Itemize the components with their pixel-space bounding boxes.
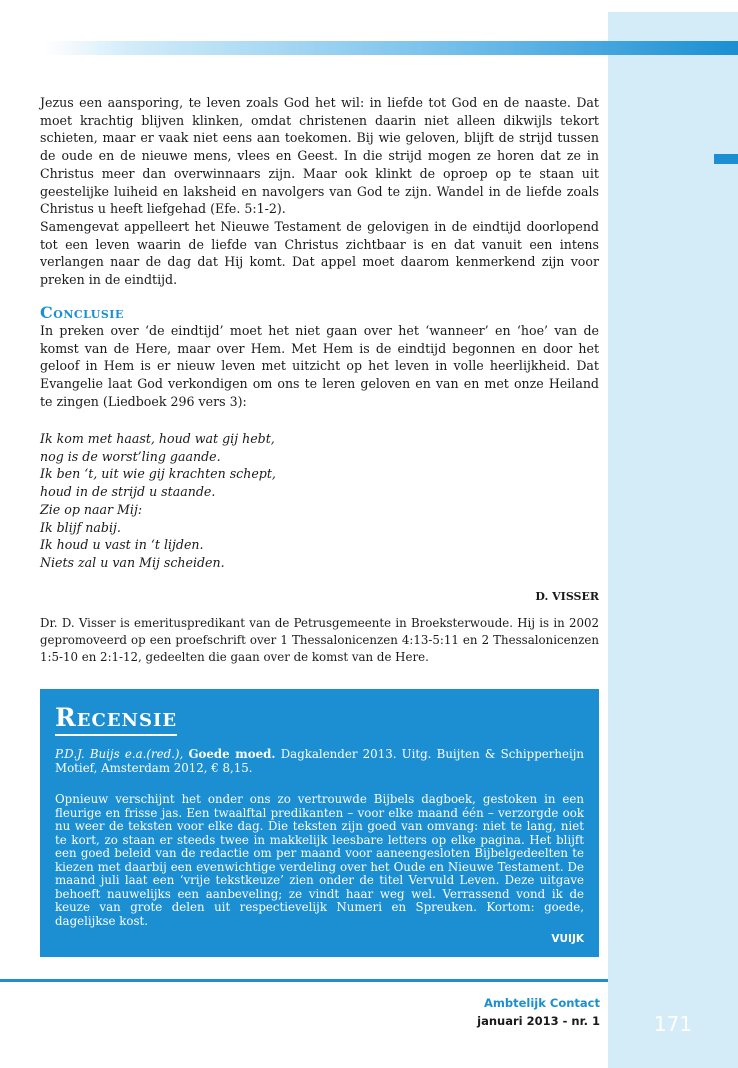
page-number: 171 bbox=[653, 1012, 693, 1036]
review-box bbox=[40, 689, 599, 957]
review-title: Recensie bbox=[55, 703, 177, 736]
article-paragraph: Jezus een aansporing, te leven zoals God het wil: in liefde tot God en de naaste. Dat moet krachtig blijven klinken, omdat christenen daarin niet alleen dikwijls tekort schieten, maar er vaak niet eens aan toekomen. Bij wie geloven, blijft de strijd tussen de oude en de nieuwe mens, vlees en Geest. In die strijd mogen ze horen dat ze in Christus meer dan overwinnaars zijn. Maar ook klinkt de oproep op te staan uit geestelijke luiheid en laksheid en navolgers van God te zijn. Wandel in de liefde zoals Christus u heeft liefgehad (Efe. 5:1-2). bbox=[40, 95, 599, 217]
review-ref-title: Goede moed. bbox=[188, 747, 276, 761]
review-ref-details: Dagkalender 2013. Uitg. Buijten & Schipperheijn Motief, Amsterdam 2012, € 8,15. bbox=[55, 747, 585, 775]
conclusion-paragraph: In preken over ‘de eindtijd’ moet het niet gaan over het ‘wanneer’ en ‘hoe’ van de komst van de Here, maar over Hem. Met Hem is de eindtijd begonnen en door het geloof in Hem is er nieuw leven met uitzicht op het leven in volle heerlijkheid. Dat Evangelie laat God verkondigen om ons te leren geloven en van en met onze Heiland te zingen (Liedboek 296 vers 3): bbox=[40, 323, 599, 409]
poem-line: Ik houd u vast in ‘t lijden. bbox=[40, 537, 204, 553]
footer-issue: januari 2013 - nr. 1 bbox=[477, 1014, 600, 1028]
conclusion-heading: Conclusie bbox=[40, 303, 124, 322]
side-panel bbox=[608, 12, 738, 1068]
top-gradient-bar bbox=[45, 41, 738, 55]
footer-rule bbox=[0, 979, 608, 982]
article-paragraph: Samengevat appelleert het Nieuwe Testament de gelovigen in de eindtijd doorlopend tot een leven waarin de liefde van Christus zichtbaar is en dat vanuit een intens verlangen naar de dag dat Hij komt. Dat appel moet daarom kenmerkend zijn voor preken in de eindtijd. bbox=[40, 218, 599, 288]
review-reference bbox=[55, 748, 584, 775]
poem-line: nog is de worst’ling gaande. bbox=[40, 448, 221, 464]
review-ref-author: P.D.J. Buijs e.a.(red.), bbox=[55, 747, 184, 761]
poem-line: Ik kom met haast, houd wat gij hebt, bbox=[40, 431, 275, 446]
review-author: VUIJK bbox=[551, 933, 584, 945]
footer-magazine: Ambtelijk Contact bbox=[484, 996, 600, 1010]
conclusion-section bbox=[40, 322, 599, 411]
poem-line: houd in de strijd u staande. bbox=[40, 484, 216, 500]
review-body: Opnieuw verschijnt het onder ons zo vertrouwde Bijbels dagboek, gestoken in een fleurige en frisse jas. Een twaalftal predikanten – voor elke maand één – verzorgde ook nu weer de teksten voor elke dag. Die teksten zijn goed van omvang: niet te lang, niet te kort, zo staan er steeds twee in makkelijk leesbare letters op elke pagina. Het blijft een goed beleid van de redactie om per maand voor aaneengesloten Bijbelgedeelten te kiezen met daarbij een evenwichtige verdeling over het Oude en Nieuwe Testament. De maand juli laat een ‘vrije tekstkeuze’ zien onder de titel Vervuld Leven. Deze uitgave behoeft nauwelijks een aanbeveling; ze vindt haar weg wel. Verrassend vond ik de keuze van grote delen uit respectievelijk Numeri en Spreuken. Kortom: goede, dagelijkse kost. bbox=[55, 792, 584, 928]
poem-line: Niets zal u van Mij scheiden. bbox=[40, 554, 225, 570]
poem-quote bbox=[40, 430, 276, 572]
article-author: D. VISSER bbox=[535, 590, 599, 603]
poem-line: Ik blijf nabij. bbox=[40, 519, 121, 535]
poem-line: Ik ben ‘t, uit wie gij krachten schept, bbox=[40, 466, 276, 482]
article-body bbox=[40, 94, 599, 289]
side-tab-marker bbox=[714, 154, 738, 164]
author-bio: Dr. D. Visser is emerituspredikant van de Petrusgemeente in Broeksterwoude. Hij is in 2002 gepromoveerd op een proefschrift over 1 Thessalonicenzen 4:13-5:11 en 2 Thessalonicenzen 1:5-10 en 2:1-12, gedeelten die gaan over de komst van de Here. bbox=[40, 616, 599, 664]
poem-line: Zie op naar Mij: bbox=[40, 501, 143, 517]
